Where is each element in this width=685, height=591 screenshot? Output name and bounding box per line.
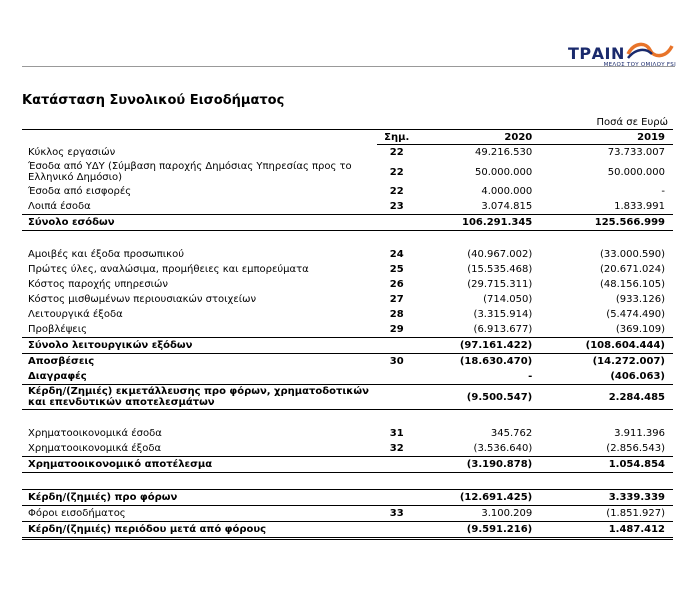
row-note (377, 410, 416, 427)
row-note: 23 (389, 201, 404, 212)
row-value-2020: (12.691.425) (416, 490, 548, 506)
row-note: 28 (389, 309, 404, 320)
row-note: 22 (389, 186, 404, 197)
row-value-2019: 50.000.000 (607, 166, 665, 178)
row-value-2019 (548, 410, 673, 427)
row-value-2019: 2.284.485 (548, 385, 673, 410)
table-row (22, 247, 673, 262)
row-value-2020: (29.715.311) (467, 279, 533, 290)
row-label: Σύνολο εσόδων (22, 215, 377, 231)
row-label: Λοιπά έσοδα (28, 201, 91, 212)
row-note (377, 522, 416, 539)
row-value-2019: 1.054.854 (548, 457, 673, 473)
table-row (22, 262, 673, 277)
row-value-2020: 3.074.815 (481, 201, 533, 212)
row-note (377, 369, 416, 385)
row-value-2020: (6.913.677) (473, 324, 533, 335)
row-note: 26 (389, 279, 404, 290)
row-value-2020: (97.161.422) (416, 338, 548, 354)
table-row (22, 410, 673, 427)
logo-swoosh-icon (624, 40, 676, 62)
row-value-2020: 345.762 (490, 428, 533, 439)
row-note (377, 385, 416, 410)
row-note: 22 (389, 166, 404, 178)
table-body (22, 145, 673, 539)
row-value-2019: (406.063) (610, 371, 665, 382)
row-value-2019: (33.000.590) (599, 249, 665, 260)
table-row (22, 506, 673, 522)
table-row (22, 277, 673, 292)
row-value-2020: 49.216.530 (474, 147, 533, 158)
table-row (22, 457, 673, 473)
table-row (22, 184, 673, 199)
row-note: 33 (389, 508, 404, 519)
row-value-2020 (416, 473, 548, 490)
row-note (377, 231, 416, 248)
row-value-2020: 4.000.000 (481, 186, 533, 197)
row-value-2020: 3.100.209 (481, 508, 533, 519)
header-year-2020: 2020 (416, 130, 548, 145)
row-value-2019: (369.109) (615, 324, 665, 335)
row-value-2019 (548, 473, 673, 490)
row-value-2020: (40.967.002) (467, 249, 533, 260)
row-note: 24 (389, 249, 404, 260)
row-value-2019: (14.272.007) (592, 356, 665, 367)
row-label: Διαγραφές (28, 371, 87, 382)
row-label: Φόροι εισοδήματος (28, 508, 126, 519)
row-note (377, 215, 416, 231)
row-label: Κόστος μισθωμένων περιουσιακών στοιχείων (28, 294, 257, 305)
logo-tagline: ΜΕΛΟΣ ΤΟΥ ΟΜΙΛΟΥ FSI (603, 62, 676, 68)
currency-note: Ποσά σε Ευρώ (596, 117, 668, 128)
page-title: Κατάσταση Συνολικού Εισοδήματος (22, 93, 285, 108)
row-value-2020: (18.630.470) (459, 356, 533, 367)
row-value-2020: - (528, 371, 533, 382)
table-row (22, 307, 673, 322)
income-statement-table (22, 129, 673, 540)
table-row (22, 215, 673, 231)
table-row (22, 231, 673, 248)
table-row (22, 490, 673, 506)
row-note (377, 457, 416, 473)
table-row (22, 426, 673, 441)
row-label (22, 231, 377, 248)
row-value-2019: 3.911.396 (614, 428, 665, 439)
table-row (22, 354, 673, 370)
row-value-2020: (9.591.216) (416, 522, 548, 539)
row-label (22, 410, 377, 427)
row-value-2019: (48.156.105) (599, 279, 665, 290)
row-value-2020 (416, 410, 548, 427)
row-value-2019: - (661, 186, 665, 197)
row-note: 30 (389, 356, 404, 367)
row-value-2020: 50.000.000 (474, 166, 533, 178)
row-label: Κόστος παροχής υπηρεσιών (28, 279, 169, 290)
row-note (377, 338, 416, 354)
logo-wordmark: ΤΡΑΙΝ (568, 44, 625, 63)
table-row (22, 473, 673, 490)
row-value-2020: (3.190.878) (416, 457, 548, 473)
row-value-2019: 1.487.412 (548, 522, 673, 539)
row-label: Χρηματοοικονομικά έξοδα (28, 443, 162, 454)
table-row (22, 522, 673, 539)
row-value-2020: 106.291.345 (416, 215, 548, 231)
row-note: 22 (389, 147, 404, 158)
row-label: Κέρδη/(Ζημιές) εκμετάλλευσης προ φόρων, χρηματοδοτικών και επενδυτικών αποτελεσμάτων (22, 385, 377, 410)
row-label (22, 473, 377, 490)
row-value-2019: 73.733.007 (607, 147, 665, 158)
table-row (22, 338, 673, 354)
row-label: Κέρδη/(ζημιές) περιόδου μετά από φόρους (22, 522, 377, 539)
row-note: 25 (389, 264, 404, 275)
row-value-2020: (3.536.640) (473, 443, 533, 454)
table-row (22, 145, 673, 161)
table-row (22, 385, 673, 410)
row-value-2020 (416, 231, 548, 248)
row-label: Χρηματοοικονομικά έσοδα (28, 428, 162, 439)
row-value-2019: (108.604.444) (548, 338, 673, 354)
table-row (22, 199, 673, 215)
row-label: Έσοδα από εισφορές (28, 186, 132, 197)
row-value-2019: (20.671.024) (599, 264, 665, 275)
header-label (22, 130, 377, 145)
row-value-2019: (933.126) (615, 294, 665, 305)
row-label: Αμοιβές και έξοδα προσωπικού (28, 249, 184, 260)
header-year-2019: 2019 (548, 130, 673, 145)
row-note: 32 (389, 443, 404, 454)
row-value-2020: (9.500.547) (416, 385, 548, 410)
table-row (22, 292, 673, 307)
row-note: 31 (389, 428, 404, 439)
row-value-2019: 3.339.339 (548, 490, 673, 506)
row-label: Κύκλος εργασιών (28, 146, 116, 158)
row-value-2020: (15.535.468) (467, 264, 533, 275)
row-label: Προβλέψεις (28, 324, 87, 335)
row-value-2019: (1.851.927) (606, 508, 665, 519)
row-label: Έσοδα από ΥΔΥ (Σύμβαση παροχής Δημόσιας Υπηρεσίας προς το Ελληνικό Δημόσιο) (28, 161, 352, 183)
table-row (22, 322, 673, 338)
row-note (377, 473, 416, 490)
row-value-2019: 125.566.999 (548, 215, 673, 231)
row-value-2020: (714.050) (483, 294, 533, 305)
row-value-2019: (2.856.543) (606, 443, 665, 454)
row-note (377, 490, 416, 506)
row-note: 29 (389, 324, 404, 335)
header-divider (22, 66, 675, 67)
row-label: Πρώτες ύλες, αναλώσιμα, προμήθειες και εμπορεύματα (28, 264, 309, 275)
header-note: Σημ. (377, 130, 416, 145)
row-label: Χρηματοοικονομικό αποτέλεσμα (22, 457, 377, 473)
row-label: Κέρδη/(ζημιές) προ φόρων (22, 490, 377, 506)
table-row (22, 160, 673, 184)
row-label: Σύνολο λειτουργικών εξόδων (22, 338, 377, 354)
table-row (22, 369, 673, 385)
table-header-row (22, 130, 673, 145)
row-label: Λειτουργικά έξοδα (28, 309, 123, 320)
row-value-2019: (5.474.490) (606, 309, 665, 320)
row-value-2020: (3.315.914) (473, 309, 533, 320)
table-row (22, 441, 673, 457)
row-value-2019: 1.833.991 (614, 201, 665, 212)
row-note: 27 (389, 294, 404, 305)
row-label: Αποσβέσεις (28, 356, 95, 367)
row-value-2019 (548, 231, 673, 248)
